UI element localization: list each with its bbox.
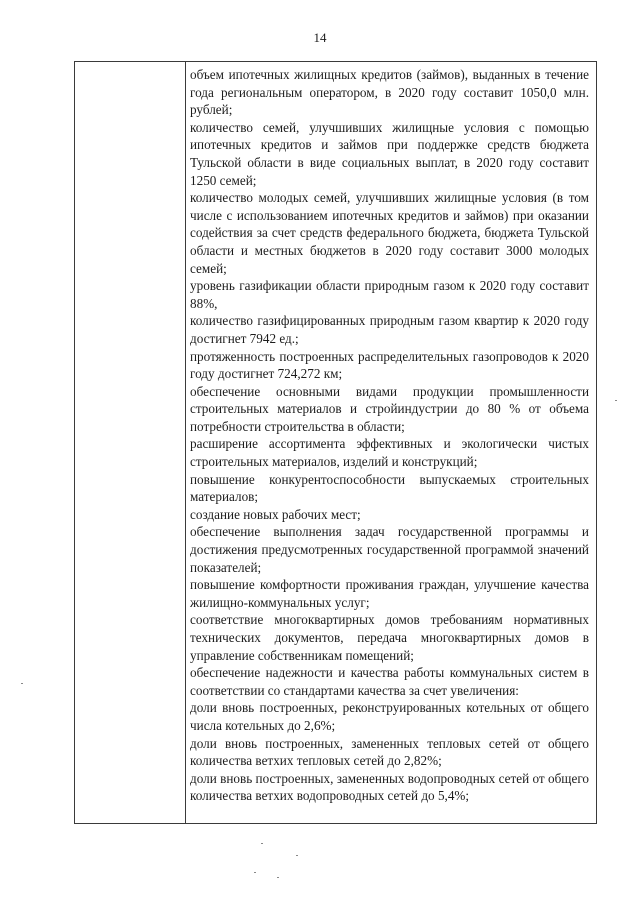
result-item: доли вновь построенных, замененных водопроводных сетей от общего количества ветхих водопроводных сетей до 5,4%; bbox=[190, 770, 589, 804]
column-divider bbox=[185, 62, 186, 823]
result-item: уровень газификации области природным газом к 2020 году составит 88%, bbox=[190, 278, 589, 311]
scan-speck bbox=[277, 877, 279, 878]
result-item: доли вновь построенных, замененных тепловых сетей от общего количества ветхих тепловых сетей до 2,82%; bbox=[190, 735, 589, 769]
result-item: обеспечение выполнения задач государственной программы и достижения предусмотренных государственной программой значений показателей; bbox=[190, 524, 589, 575]
scan-speck bbox=[254, 872, 256, 873]
result-item: количество семей, улучшивших жилищные условия с помощью ипотечных кредитов и займов при поддержке средств бюджета Тульской области в виде социальных выплат, в 2020 году составит 1250 семей; bbox=[190, 119, 589, 188]
scan-speck bbox=[615, 400, 617, 401]
result-item: количество газифицированных природным газом квартир к 2020 году достигнет 7942 ед.; bbox=[190, 313, 589, 346]
result-item: обеспечение надежности и качества работы коммунальных систем в соответствии со стандартами качества за счет увеличения: bbox=[190, 665, 589, 698]
scan-speck bbox=[261, 843, 263, 844]
expected-results-cell bbox=[190, 66, 589, 805]
result-item: доли вновь построенных, реконструированных котельных от общего числа котельных до 2,6%; bbox=[190, 700, 589, 733]
document-table bbox=[74, 61, 597, 824]
result-item: объем ипотечных жилищных кредитов (займов), выданных в течение года региональным оператором, в 2020 году составит 1050,0 млн. рублей; bbox=[190, 67, 589, 118]
scan-speck bbox=[296, 855, 298, 856]
result-item: расширение ассортимента эффективных и экологически чистых строительных материалов, изделий и конструкций; bbox=[190, 436, 589, 470]
result-item: повышение конкурентоспособности выпускаемых строительных материалов; bbox=[190, 471, 589, 505]
result-item: повышение комфортности проживания граждан, улучшение качества жилищно-коммунальных услуг; bbox=[190, 577, 589, 610]
page-number: 14 bbox=[313, 30, 327, 45]
result-item: обеспечение основными видами продукции промышленности строительных материалов и стройиндустрии до 80 % от объема потребности строительства в области; bbox=[190, 383, 589, 434]
result-item: соответствие многоквартирных домов требованиям нормативных технических документов, передача многоквартирных домов в управление собственникам помещений; bbox=[190, 612, 589, 663]
result-item: количество молодых семей, улучшивших жилищные условия (в том числе с использованием ипотечных кредитов и займов) при оказании содействия за счет средств федерального бюджета, бюджета Тульской области и местных бюджетов в 2020 году составит 3000 молодых семей; bbox=[190, 190, 589, 276]
scan-speck bbox=[21, 683, 23, 684]
result-item: протяженность построенных распределительных газопроводов к 2020 году достигнет 724,272 км; bbox=[190, 348, 589, 382]
result-item: создание новых рабочих мест; bbox=[190, 506, 361, 522]
